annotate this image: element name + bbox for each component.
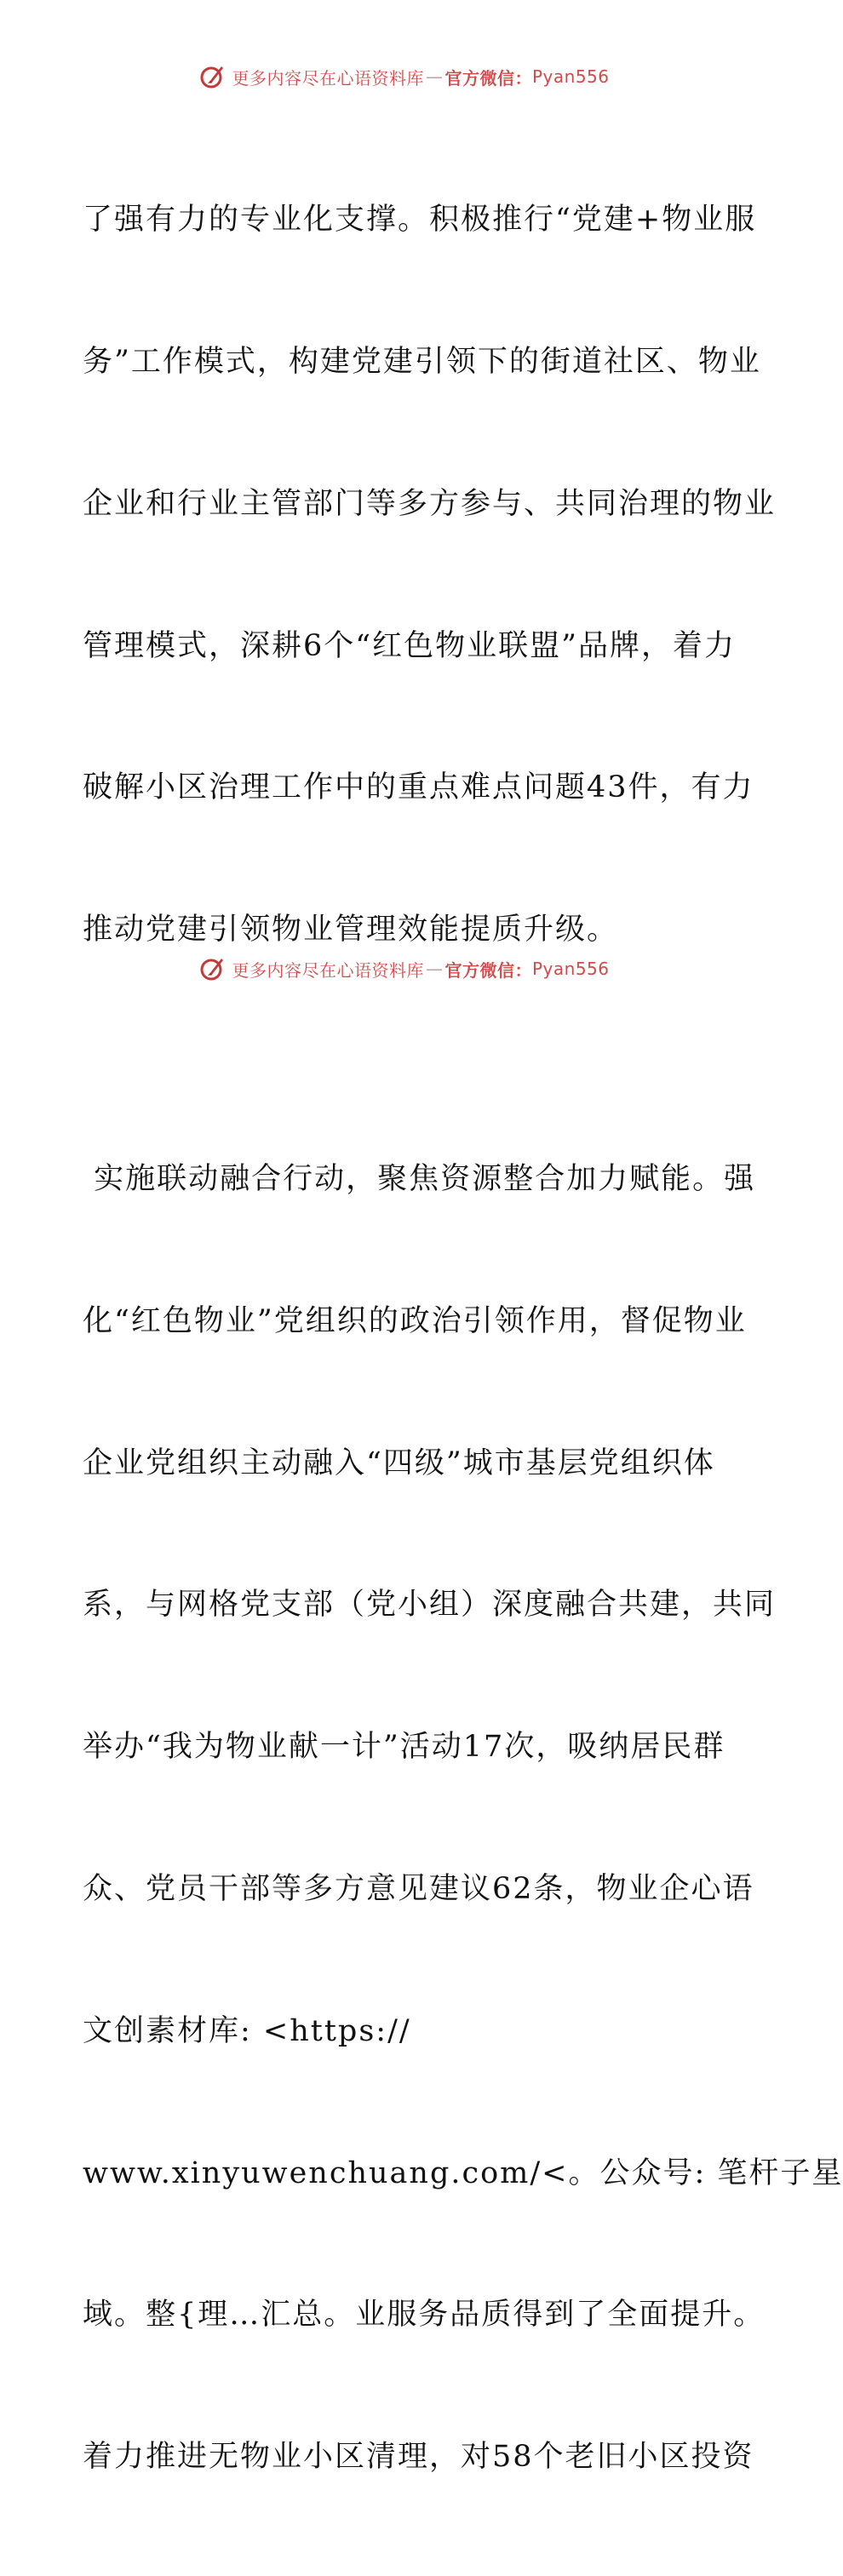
header-watermark-banner [0,60,809,94]
banner-wechat-label: 官方微信： [444,959,532,981]
banner-wechat-id: Pyan556 [531,959,610,979]
text-line-link: 文创素材库: <https:// [83,2013,411,2048]
text-line: 了强有力的专业化支撑。积极推行“党建+物业服 [83,203,757,238]
text-line: 系，与网格党支部（党小组）深度融合共建，共同 [83,1588,777,1623]
text-line: 管理模式，深耕6个“红色物业联盟”品牌，着力 [83,628,737,663]
banner-wechat-label: 官方微信： [444,67,532,89]
banner-main-text: 更多内容尽在心语资料库 [232,959,424,981]
quill-logo-icon [199,955,227,982]
document-body [83,102,843,2576]
text-line: 众、党员干部等多方意见建议62条，物业企心语 [83,1871,754,1906]
paragraph-2 [83,1062,843,2576]
banner-dash: — [425,66,444,87]
paragraph-1 [83,102,777,1049]
banner-dash: — [425,959,444,979]
text-line: 着力推进无物业小区清理，对58个老旧小区投资 [83,2440,754,2475]
quill-logo-icon [199,63,227,90]
text-line: 破解小区治理工作中的重点难点问题43件，有力 [83,770,754,805]
text-line: 举办“我为物业献一计”活动17次，吸纳居民群 [83,1730,725,1765]
text-line: 化“红色物业”党组织的政治引领作用，督促物业 [83,1303,747,1338]
banner-wechat-id: Pyan556 [531,66,610,87]
text-line: 企业党组织主动融入“四级”城市基层党组织体 [83,1445,715,1480]
text-line: 实施联动融合行动，聚焦资源整合加力赋能。强 [83,1162,756,1197]
text-line: 务”工作模式，构建党建引领下的街道社区、物业 [83,344,761,379]
text-line: 企业和行业主管部门等多方参与、共同治理的物业 [83,486,777,521]
text-line: 推动党建引领物业管理效能提质升级。 [83,913,619,947]
text-line: 域。整{理…汇总。业服务品质得到了全面提升。 [83,2298,766,2333]
footer-watermark-banner [0,952,809,986]
text-line-link: www.xinyuwenchuang.com/<。公众号: 笔杆子星 [83,2155,843,2190]
banner-main-text: 更多内容尽在心语资料库 [232,67,424,89]
